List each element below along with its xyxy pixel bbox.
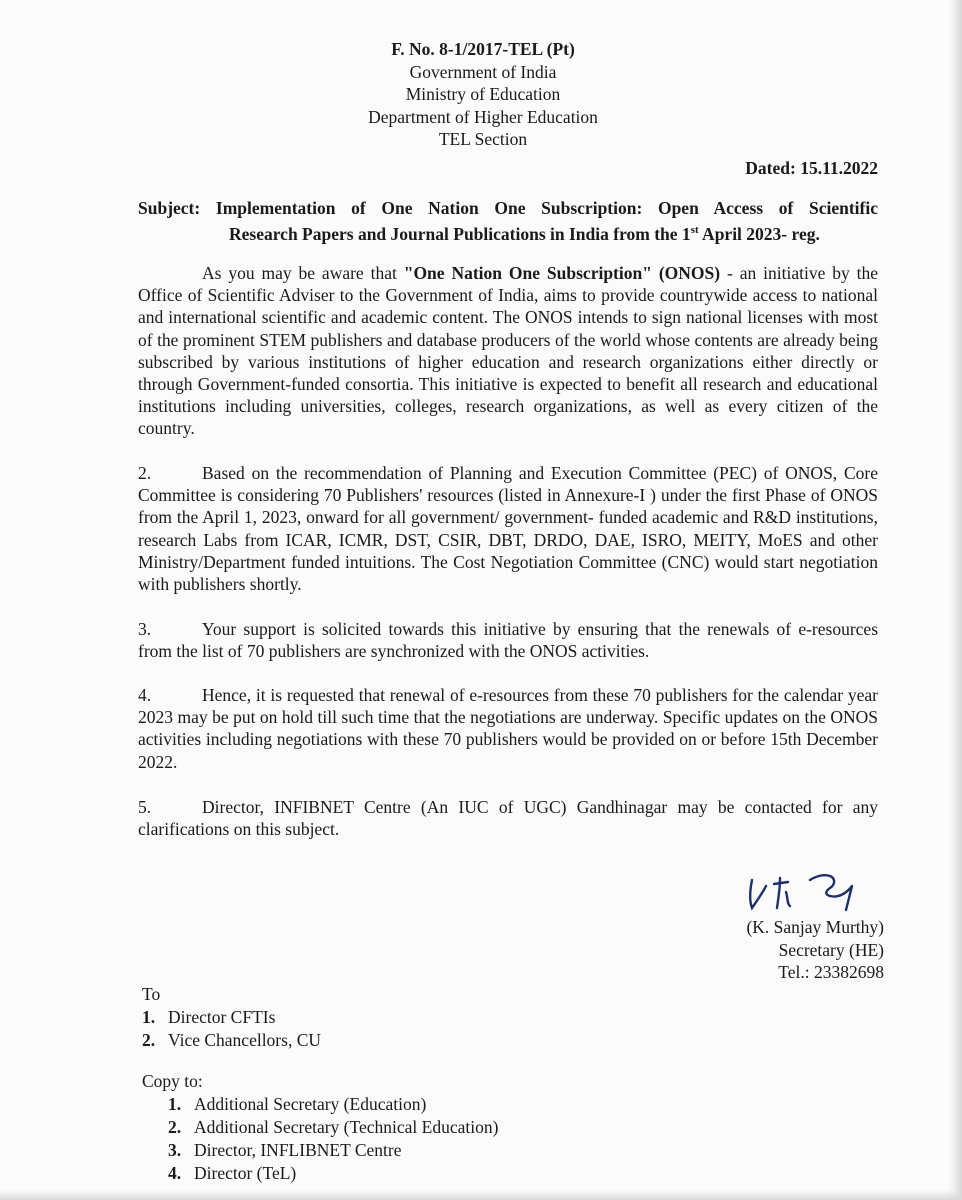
copy-item-text: Director (TeL) [194, 1163, 297, 1183]
header-line-government: Government of India [409, 61, 557, 82]
copy-item-text: Director, INFLIBNET Centre [194, 1140, 402, 1160]
recipients-block [142, 983, 321, 1052]
recipient-item [142, 1029, 321, 1052]
paragraph-3-number: 3. [138, 619, 152, 639]
paragraph-1-intro: As you may be aware that [202, 263, 404, 283]
copy-item-number: 1. [168, 1094, 182, 1114]
subject-line-2 [138, 219, 878, 245]
copy-item-number: 3. [168, 1140, 182, 1160]
subject-block [138, 197, 878, 245]
header-line-department: Department of Higher Education [368, 106, 598, 127]
subject-ordinal-suffix: st [690, 224, 699, 236]
recipient-number: 2. [142, 1030, 156, 1050]
paragraph-4 [138, 684, 878, 773]
recipient-item [142, 1006, 321, 1029]
onos-name: "One Nation One Subscription" (ONOS) [403, 263, 721, 283]
signatory-designation: Secretary (HE) [778, 939, 884, 960]
paragraph-4-number: 4. [138, 685, 152, 705]
copy-to-list [142, 1093, 498, 1185]
paragraph-1 [138, 262, 878, 440]
paragraph-1-body: - an initiative by the Office of Scientific Adviser to the Government of India, aims to provide countrywide access to national and international scientific and academic content. The ONOS intends to sign national licenses with most of the prominent STEM publishers and database producers of the world whose contents are already being subscribed by various institutions of higher education and research organizations either directly or through Government-funded consortia. This initiative is expected to benefit all research and educational institutions including universities, colleges, research organizations, as well as every citizen of the country. [138, 263, 878, 439]
subject-line-2-text: Research Papers and Journal Publications in India from the 1 [229, 223, 691, 244]
paragraph-2-body: Based on the recommendation of Planning and Execution Committee (PEC) of ONOS, Core Committee is considering 70 Publishers' resources (listed in Annexure-I ) under the first Phase of ONOS from the April 1, 2023, onward for all government/ government- funded academic and R&D institutions, research Labs from ICAR, ICMR, DST, CSIR, DBT, DRDO, DAE, ISRO, MEITY, MoES and other Ministry/Department funded intuitions. The Cost Negotiation Committee (CNC) would start negotiation with publishers shortly. [138, 463, 878, 595]
recipient-text: Vice Chancellors, CU [168, 1030, 322, 1050]
paragraph-5-body: Director, INFIBNET Centre (An IUC of UGC) Gandhinagar may be contacted for any clarifications on this subject. [138, 797, 878, 840]
copy-to-label: Copy to: [142, 1071, 203, 1091]
paragraph-3 [138, 618, 878, 662]
recipient-number: 1. [142, 1007, 156, 1027]
signature-mark [740, 868, 870, 918]
page-edge-shadow [948, 0, 962, 1200]
signatory-block [746, 916, 884, 984]
paragraph-3-body: Your support is solicited towards this initiative by ensuring that the renewals of e-resources from the list of 70 publishers are synchronized with the ONOS activities. [138, 619, 878, 662]
paragraph-5 [138, 796, 878, 840]
file-number: F. No. 8-1/2017-TEL (Pt) [391, 39, 575, 59]
copy-item-text: Additional Secretary (Education) [194, 1094, 427, 1114]
paragraph-4-body: Hence, it is requested that renewal of e-resources from these 70 publishers for the calendar year 2023 may be put on hold till such time that the negotiations are underway. Specific updates on the ONOS activities including negotiations with these 70 publishers would be provided on or before 15th December 2022. [138, 685, 878, 772]
letter-header [0, 38, 962, 151]
copy-item [168, 1116, 498, 1139]
paragraph-2-number: 2. [138, 463, 152, 483]
copy-to-block [142, 1070, 498, 1185]
header-line-section: TEL Section [438, 129, 528, 149]
copy-item-number: 4. [168, 1163, 182, 1183]
copy-item-number: 2. [168, 1117, 182, 1137]
copy-item [168, 1162, 498, 1185]
header-line-ministry: Ministry of Education [405, 84, 561, 104]
paragraph-5-number: 5. [138, 797, 152, 817]
page-bottom-shadow [0, 1190, 962, 1200]
copy-item [168, 1093, 498, 1116]
copy-item [168, 1139, 498, 1162]
signatory-telephone: Tel.: 23382698 [778, 962, 884, 982]
signatory-name: (K. Sanjay Murthy) [746, 917, 884, 937]
to-label: To [142, 984, 161, 1004]
recipient-text: Director CFTIs [168, 1007, 276, 1027]
subject-line-1: Subject: Implementation of One Nation One Subscription: Open Access of Scientific [138, 198, 878, 218]
subject-line-2-end: April 2023- reg. [698, 223, 820, 244]
copy-item-text: Additional Secretary (Technical Education) [194, 1117, 499, 1137]
letter-date: Dated: 15.11.2022 [745, 158, 878, 178]
paragraph-2 [138, 462, 878, 595]
